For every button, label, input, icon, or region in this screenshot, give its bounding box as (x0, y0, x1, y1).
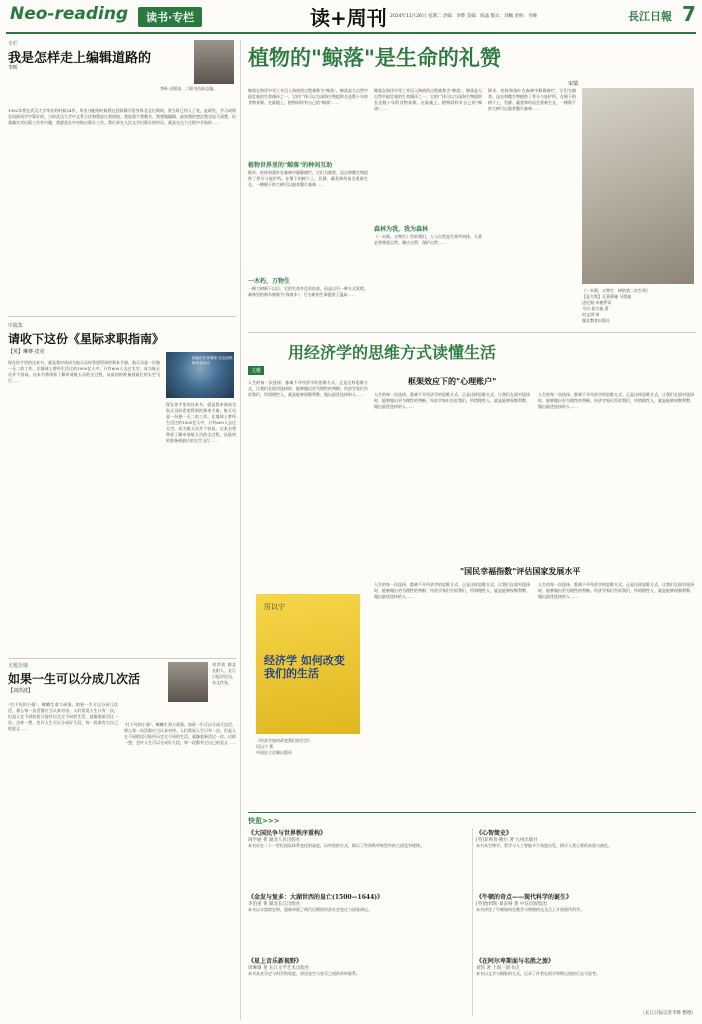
list-item (248, 892, 468, 952)
econ-book-cover (256, 594, 360, 734)
column-3 (8, 662, 236, 1018)
econ-body: 人生的每一次选择，都离不开经济学的思维方式。正是这样思维方式，让我们在面对选择时，能够做出更为理性的判断。经济学家们告诉我们，所谓理性人，就是能够权衡利弊、做出最优选择的人…… (248, 380, 368, 397)
quick-col-right (476, 828, 696, 1016)
cover-author: 厉以宁 (264, 603, 285, 611)
feature-article (248, 40, 696, 328)
author-bio: 刘洪波 湖北长阳人，长江日报评论员，杂文作家。 (212, 662, 236, 685)
book-author: 阎学通 著 湖北人民出版社 (248, 838, 301, 843)
feature-subheading: 植物世界里的"鲸落"的种间互助 (248, 162, 333, 169)
book-title: 《牛顿的奇点——现代科学的诞生》 (476, 894, 573, 901)
article-title: 我是怎样走上编辑道路的 (8, 51, 152, 66)
quick-header: 快览>>> (248, 817, 280, 825)
book-author: 刘凯 著 上海三联书店 (476, 966, 520, 971)
quick-divider (472, 828, 473, 1016)
book-title: 《心智简史》 (476, 830, 513, 837)
book-author: 李伯重 著 湖北长江出版社 (248, 902, 301, 907)
feature-title: 植物的"鲸落"是生命的礼赞 (248, 45, 501, 70)
book-summary: 本书从生物学、哲学与人工智能多个角度出发，探讨人类心智的本质与演化。 (476, 843, 612, 848)
article-body: 1982年我在武汉大学毕业的时候24岁，毕业分配的时候我在回原籍学思身界北北长期间，我当时已经入了党，是研究，学习成绩在同班同学中算好的。当时武汉大学中文系主任和我说让我留校，我说我不想教书，我想做编辑。最初我的想法我也说不清楚，但我确实对出版工作有兴趣，我愿意在中央级出版社工作。我后来在人民文学出版社的经历，就是在这个过程中开始的…… (8, 108, 236, 125)
author-tag: 【英】琳赛·皮克 (8, 349, 45, 355)
econ-body: 人生的每一次选择，都离不开经济学的思维方式。正是这样思维方式，让我们在面对选择时，能够做出更为理性的判断。经济学家们告诉我们，所谓理性人，就是能够权衡利弊、做出最优选择的人…… (538, 582, 694, 599)
feature-subheading: 森林为我，我为森林 (374, 226, 429, 233)
econ-body: 人生的每一次选择，都离不开经济学的思维方式。正是这样思维方式，让我们在面对选择时，能够做出更为理性的判断。经济学家们告诉我们，所谓理性人，就是能够权衡利弊、做出最优选择的人…… (538, 392, 694, 409)
book-author: [英]詹姆斯·葛雷格 著 中信出版集团 (476, 902, 547, 907)
econ-subheading: "国民幸福指数"评估国家发展水平 (460, 566, 581, 576)
page-number: 7 (682, 2, 696, 26)
feature-body: 倒木、枯枝和落叶在森林中静静腐烂，它们为菌类、昆虫和微生物提供了养分与庇护所。在倒下的树干上，苔藓、蕨类和幼苗会重新生长，一棵倒下的大树可以滋养整片森林…… (488, 88, 576, 111)
book-summary: 本书站在二十一世纪国际体系变化的高度，以经验的方式，揭示了世界秩序转型中的大国竞争规律。 (248, 843, 424, 848)
book-author: [英]菲利普·鲍尔 著 九州出版社 (476, 838, 538, 843)
column-kicker: 专栏 (8, 41, 19, 47)
quick-footer: （长江日报记者李烨 整理） (640, 1011, 696, 1016)
illustration-caption: 插画由作者琳赛·皮克绘制，格局有改动 (192, 356, 236, 365)
list-item (248, 828, 468, 888)
econ-body: 人生的每一次选择，都离不开经济学的思维方式。正是这样思维方式，让我们在面对选择时，能够做出更为理性的判断。经济学家们告诉我们，所谓理性人，就是能够权衡利弊、做出最优选择的人…… (374, 582, 530, 599)
feature-lead: 鲸落在海洋中死亡并沉入海底的过程被称为"鲸落"。鲸落是大自然中最壮观的生命循环之一，它的尸体可以为深海生物提供长达数十年的食物来源。在陆地上，植物同样有自己的"鲸落"…… (248, 88, 368, 105)
book-cover-image (582, 88, 694, 284)
author-tag: 宋瑞 (568, 81, 579, 87)
masthead-rule (6, 32, 696, 34)
book-title: 《金发与复多：大湖世西的皇亡(1500—1644)》 (248, 894, 384, 901)
article-body-continued: "打不死的小强"，蟑螂生命力顽强。如果一生可以分成几次活，那么每一次活都应当认真对待。人们常说人生只有一次，但是人在不同阶段可能经历完全不同的生活，就像重新活过一次。这样一想，也许人生可以分成好几段，每一段都有它自己的意义…… (124, 722, 236, 745)
author-tag: 李昕 (8, 65, 19, 71)
author-portrait (168, 662, 208, 702)
column-1 (8, 40, 236, 302)
author-bio: 李昕 出版家，三联书店前总编。 (160, 86, 218, 91)
quick-reads (248, 816, 696, 1022)
econ-book-caption: 《经济学如何改变我们的生活》 厉以宁 著 中国民主法制出版社 (256, 738, 312, 755)
article-body: "打不死的小强"，蟑螂生命力顽强。如果一生可以分成几次活，那么每一次活都应当认真对待。人们常说人生只有一次，但是人在不同阶段可能经历完全不同的生活，就像重新活过一次。这样一想，也许人生可以分成好几段，每一段都有它自己的意义…… (8, 702, 118, 731)
book-title: 《星上音乐新视野》 (248, 958, 303, 965)
econ-subheading: 框架效应下的"心理账户" (408, 376, 497, 386)
econ-article (248, 336, 696, 810)
econ-title: 用经济学的思维方式读懂生活 (288, 343, 497, 362)
feature-body: 一棵大树倒下以后，它的生命并没有结束，而是以另一种方式延续。森林里的倒木被称为"保育木"，它为新的生命提供了温床…… (248, 286, 368, 297)
section-en-label: Neo-reading (10, 4, 129, 24)
article-body-continued: 现在你手里的这本书，就是我申请成为航天员时希望得到的那本手册。航天员是一份独一无二的工作。在地球上曾经生活过的1000亿人中，只有600人去过太空，成为航天员并不容易。这本书将带你了解申请航天员的全过程，从最初的准备到最后的太空飞行…… (166, 402, 236, 443)
section-title: 读+周刊 (310, 6, 387, 30)
list-item (476, 956, 696, 1008)
feature-rule (248, 332, 696, 333)
list-item (476, 892, 696, 952)
article-title: 如果一生可以分成几次活 (8, 672, 141, 686)
section-badge: 读书·专栏 (138, 7, 202, 27)
feature-body: 倒木、枯枝和落叶在森林中静静腐烂，它们为菌类、昆虫和微生物提供了养分与庇护所。在倒下的树干上，苔藓、蕨类和幼苗会重新生长，一棵倒下的大树可以滋养整片森林…… (248, 170, 368, 187)
quick-col-left (248, 828, 468, 1016)
article-body: 现在你手里的这本书，就是我申请成为航天员时希望得到的那本手册。航天员是一份独一无二的工作。在地球上曾经生活过的1000亿人中，只有600人去过太空，成为航天员并不容易。这本书将带你了解申请航天员的全过程，从最初的准备到最后的太空飞行…… (8, 360, 160, 383)
feature-subheading: 一木朽，万物生 (248, 278, 291, 285)
econ-body: 人生的每一次选择，都离不开经济学的思维方式。正是这样思维方式，让我们在面对选择时，能够做出更为理性的判断。经济学家们告诉我们，所谓理性人，就是能够权衡利弊、做出最优选择的人…… (374, 392, 530, 409)
date-line: 2024年11月26日 星期二 责编：李烨 美编：陈晶 版式：刘曦 责校：毛峰 (390, 14, 538, 19)
book-summary: 本书从音乐史与科学的角度，讲述星空与音乐之间的奇妙联系。 (248, 971, 360, 976)
article-title: 请收下这份《星际求职指南》 (8, 332, 165, 346)
feature-body: 《一木倒，万物生》告诉我们，人与自然是生命共同体，人类必须尊重自然、顺应自然、保护自然…… (374, 234, 482, 245)
column-kicker: 序跋集 (8, 323, 24, 329)
paper-name: 長江日報 (628, 10, 672, 23)
list-item (248, 956, 468, 1016)
masthead (0, 0, 702, 32)
book-summary: 本书以丰富的史料，重新审视了明代后期的经济社会变迁与国家命运。 (248, 907, 372, 912)
book-caption: 《一木倒，万物生：树的第二次生命》 【意大利】瓦莱莉娅·马塔迪 达尼奥·米塞罗蒂 马切·莫尔迪 著 何文琪 译 湖北教育出版社 (582, 288, 650, 323)
book-title: 《在阿尔卑斯面与名胜之旅》 (476, 958, 555, 965)
book-summary: 本书讲述了牛顿如何在数学与物理的交叉点上开创现代科学。 (476, 907, 584, 912)
column-2 (8, 322, 236, 656)
column-1-rule (8, 316, 236, 317)
column-kicker: 无题杂感 (8, 663, 29, 669)
cover-title: 经济学 如何改变 我们的生活 (264, 654, 345, 680)
feature-body: 鲸落在海洋中死亡并沉入海底的过程被称为"鲸落"。鲸落是大自然中最壮观的生命循环之一，它的尸体可以为深海生物提供长达数十年的食物来源。在陆地上，植物同样有自己的"鲸落"…… (374, 88, 482, 111)
book-author: 周琳珊 著 长江文学艺术出版社 (248, 966, 310, 971)
author-portrait (194, 40, 234, 84)
quick-rule (248, 812, 696, 813)
author-tag: 文雅 (248, 366, 264, 375)
list-item (476, 828, 696, 888)
book-summary: 本书以文学与摄影的方式，记录了作者在阿尔卑斯山间的行走与思考。 (476, 971, 600, 976)
column-2-rule (8, 658, 236, 659)
book-title: 《大国民争与世界秩序重构》 (248, 830, 327, 837)
left-column-divider (240, 40, 241, 1020)
author-tag: 【刘洪波】 (8, 688, 34, 694)
